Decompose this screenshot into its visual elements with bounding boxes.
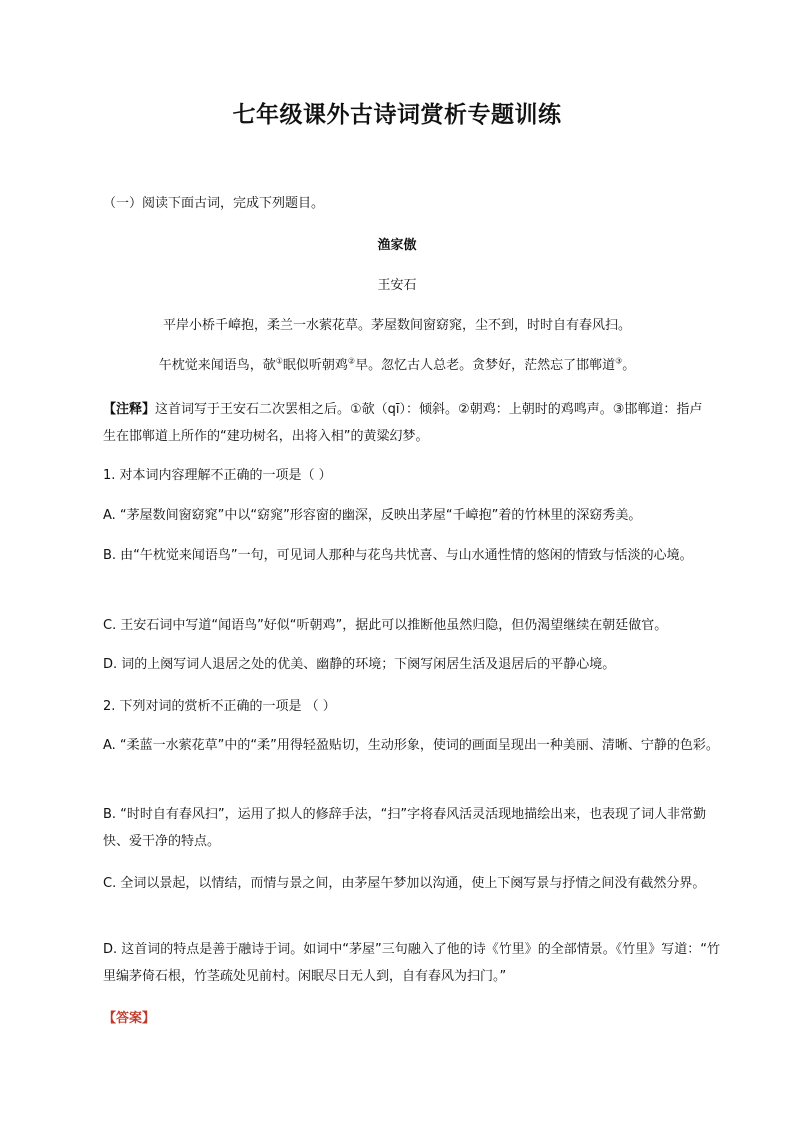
poem-line-2-part-b: 眠似听朝鸡 (282, 358, 348, 373)
poem-line-1: 平岸小桥千嶂抱，柔兰一水萦花草。茅屋数间窗窈窕，尘不到，时时自有春风扫。 (162, 318, 631, 333)
answer-label: 【答案】 (103, 1011, 156, 1026)
question-2-option-a: A. “柔蓝一水萦花草”中的“柔”用得轻盈贴切，生动形象，使词的画面呈现出一种美丽、清晰、宁静的色彩。 (103, 738, 719, 753)
poem-title: 渔家傲 (377, 238, 417, 253)
section-intro: （一）阅读下面古词，完成下列题目。 (103, 196, 325, 211)
note-label: 【注释】 (103, 402, 156, 417)
note-paragraph (103, 396, 715, 450)
poem-line-2 (0, 356, 794, 376)
page-title: 七年级课外古诗词赏析专题训练 (232, 101, 562, 128)
question-1-option-c: C. 王安石词中写道“闻语鸟”好似“听朝鸡”，据此可以推断他虽然归隐，但仍渴望继续在朝廷做官。 (103, 618, 668, 633)
footnote-marker-3: ③ (615, 356, 623, 366)
question-2-option-b: B. “时时自有春风扫”，运用了拟人的修辞手法，“扫”字将春风活灵活现地描绘出来，也表现了词人非常勤快、爱干净的特点。 (103, 807, 707, 849)
poem-line-2-part-c: 早。忽忆古人总老。贪梦好，茫然忘了邯郸道 (355, 358, 616, 373)
footnote-marker-2: ② (347, 356, 356, 366)
question-1-stem: 1. 对本词内容理解不正确的一项是（ ） (103, 468, 332, 483)
poem-line-2-part-a: 午枕觉来闻语鸟，欹 (158, 358, 276, 373)
poem-line-2-part-d: 。 (622, 358, 636, 373)
question-1-option-a: A. “茅屋数间窗窈窕”中以“窈窕”形容窗的幽深，反映出茅屋“千嶂抱”着的竹林里的深窈秀美。 (103, 508, 642, 523)
question-2-stem: 2. 下列对词的赏析不正确的一项是 （ ） (103, 699, 336, 714)
poem-author: 王安石 (377, 278, 417, 293)
footnote-marker-1: ① (275, 356, 283, 366)
question-1-option-d: D. 词的上阕写词人退居之处的优美、幽静的环境；下阕写闲居生活及退居后的平静心境。 (103, 657, 616, 672)
question-1-option-b: B. 由“午枕觉来闻语鸟”一句，可见词人那种与花鸟共忧喜、与山水通性情的悠闲的情致与恬淡的心境。 (103, 548, 693, 563)
question-2-option-c: C. 全词以景起，以情结，而情与景之间，由茅屋午梦加以沟通，使上下阕写景与抒情之间没有截然分界。 (103, 876, 706, 891)
note-text: 这首词写于王安石二次罢相之后。①欹（qī）：倾斜。②朝鸡：上朝时的鸡鸣声。③邯郸道：指卢生在邯郸道上所作的“建功树名，出将入相”的黄粱幻梦。 (103, 402, 703, 444)
question-2-option-d: D. 这首词的特点是善于融诗于词。如词中“茅屋”三句融入了他的诗《竹里》的全部情景。《竹里》写道：“竹里编茅倚石根，竹茎疏处见前村。闲眠尽日无人到，自有春风为扫门。” (103, 942, 720, 984)
